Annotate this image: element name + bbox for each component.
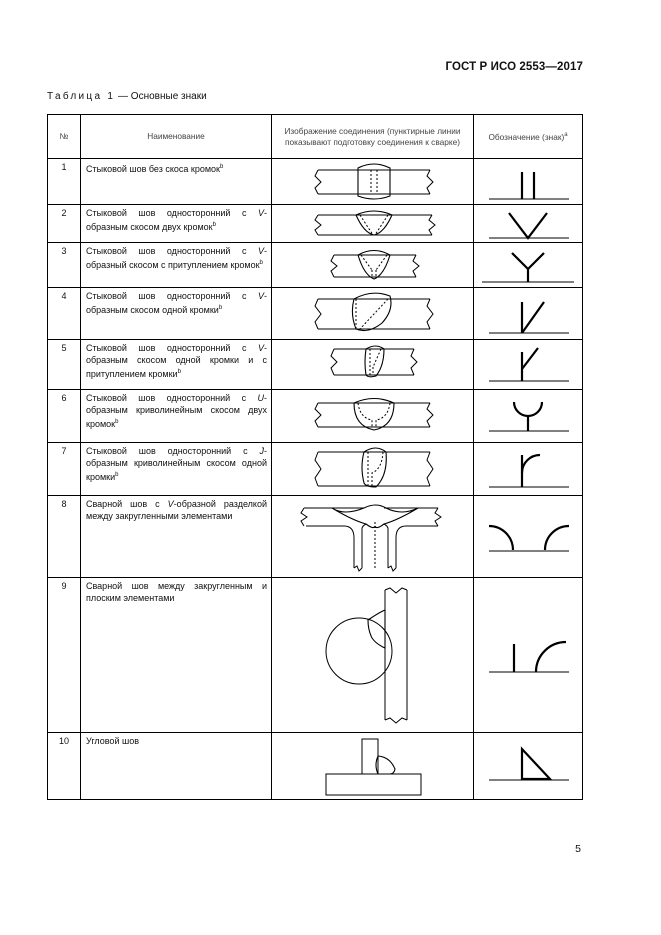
single-bevel-broad-root-symbol-icon bbox=[474, 340, 583, 390]
table-row bbox=[48, 243, 583, 288]
single-bevel-root-face-joint-icon bbox=[272, 340, 474, 390]
row-number: 4 bbox=[48, 288, 81, 340]
row-name bbox=[81, 288, 272, 340]
table-caption bbox=[47, 91, 207, 102]
row-name-text: Стыковой шов односторонний с V-образным скосом двух кромок$^b$ bbox=[86, 208, 267, 233]
flare-v-joint-icon bbox=[272, 496, 474, 578]
row-number: 6 bbox=[48, 390, 81, 443]
header-image: Изображение соединения (пунктирные линии показывают подготовку соединения к сварке) bbox=[272, 115, 474, 159]
table-caption-label: Таблица 1 bbox=[47, 91, 116, 102]
single-u-symbol-icon bbox=[474, 390, 583, 443]
fillet-weld-joint-icon bbox=[272, 733, 474, 800]
single-bevel-joint-icon bbox=[272, 288, 474, 340]
standard-header: ГОСТ Р ИСО 2553—2017 bbox=[445, 61, 583, 73]
table-row bbox=[48, 340, 583, 390]
row-name-text: Стыковой шов без скоса кромок$^b$ bbox=[86, 164, 224, 174]
table-row bbox=[48, 288, 583, 340]
row-name-text: Сварной шов между закругленным и плоским элементами bbox=[86, 581, 267, 604]
header-num: № bbox=[48, 115, 81, 159]
single-j-symbol-icon bbox=[474, 443, 583, 496]
single-v-broad-root-symbol-icon bbox=[474, 243, 583, 288]
row-name bbox=[81, 496, 272, 578]
row-number: 5 bbox=[48, 340, 81, 390]
row-name-text: Угловой шов bbox=[86, 736, 139, 746]
row-name-text: Стыковой шов односторонний с V-образный скосом с притуплением кромок$^b$ bbox=[86, 246, 267, 271]
row-number: 7 bbox=[48, 443, 81, 496]
table-row bbox=[48, 733, 583, 800]
table-row bbox=[48, 578, 583, 733]
row-name-text: Стыковой шов односторонний с V-образным скосом одной кромки$^b$ bbox=[86, 291, 267, 316]
square-butt-weld-symbol-icon bbox=[474, 159, 583, 205]
page-number: 5 bbox=[575, 843, 581, 855]
row-number: 1 bbox=[48, 159, 81, 205]
table-header-row bbox=[48, 115, 583, 159]
table-row bbox=[48, 496, 583, 578]
table-caption-title: — Основные знаки bbox=[115, 91, 207, 102]
single-v-butt-joint-icon bbox=[272, 205, 474, 243]
square-butt-joint-icon bbox=[272, 159, 474, 205]
basic-symbols-table bbox=[47, 114, 583, 800]
header-name: Наименование bbox=[81, 115, 272, 159]
row-name bbox=[81, 205, 272, 243]
flare-v-symbol-icon bbox=[474, 496, 583, 578]
row-name bbox=[81, 340, 272, 390]
flare-bevel-symbol-icon bbox=[474, 578, 583, 733]
row-number: 8 bbox=[48, 496, 81, 578]
row-name bbox=[81, 243, 272, 288]
row-name-text: Стыковой шов односторонний с U-образным криволинейным скосом двух кромок$^b$ bbox=[86, 393, 267, 430]
fillet-weld-symbol-icon bbox=[474, 733, 583, 800]
row-name bbox=[81, 390, 272, 443]
row-number: 9 bbox=[48, 578, 81, 733]
table-row bbox=[48, 159, 583, 205]
single-bevel-symbol-icon bbox=[474, 288, 583, 340]
row-name bbox=[81, 443, 272, 496]
row-number: 3 bbox=[48, 243, 81, 288]
row-name bbox=[81, 733, 272, 800]
single-u-joint-icon bbox=[272, 390, 474, 443]
single-j-joint-icon bbox=[272, 443, 474, 496]
row-name-text: Стыковой шов односторонний с J-образным криволинейным скосом одной кромки$^b$ bbox=[86, 446, 267, 483]
table-row bbox=[48, 443, 583, 496]
row-name bbox=[81, 578, 272, 733]
table-row bbox=[48, 205, 583, 243]
row-number: 2 bbox=[48, 205, 81, 243]
row-name-text: Сварной шов с V-образной разделкой между закругленными элементами bbox=[86, 499, 267, 522]
row-number: 10 bbox=[48, 733, 81, 800]
table-row bbox=[48, 390, 583, 443]
row-name-text: Стыковой шов односторонний с V-образным скосом одной кромки и с притуплением кромки$^b$ bbox=[86, 343, 267, 380]
header-symbol bbox=[474, 115, 583, 159]
single-v-root-face-joint-icon bbox=[272, 243, 474, 288]
header-symbol-footnote: а bbox=[564, 132, 568, 139]
single-v-symbol-icon bbox=[474, 205, 583, 243]
flare-bevel-joint-icon bbox=[272, 578, 474, 733]
row-name bbox=[81, 159, 272, 205]
header-symbol-text: Обозначение (знак) bbox=[488, 131, 565, 142]
